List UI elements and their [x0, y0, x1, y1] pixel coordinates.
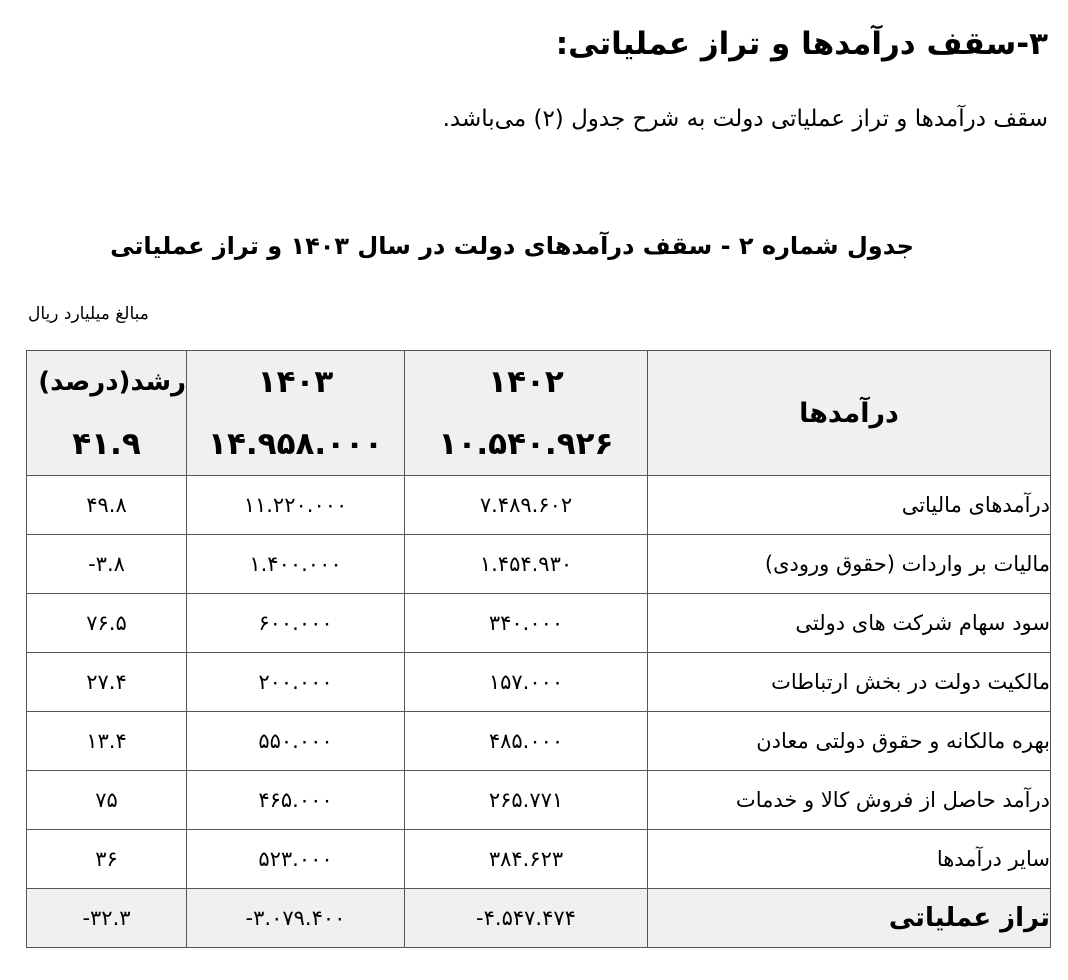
table-row: [27, 712, 1051, 771]
header-revenues: درآمدها: [648, 351, 1051, 476]
row-name: مالکیت دولت در بخش ارتباطات: [648, 653, 1051, 712]
balance-growth: -۳۲.۳: [27, 889, 187, 948]
row-name: درآمد حاصل از فروش کالا و خدمات: [648, 771, 1051, 830]
row-growth: ۴۹.۸: [27, 476, 187, 535]
row-value-1403: ۱.۴۰۰.۰۰۰: [187, 535, 405, 594]
header-year-1403: ۱۴۰۳: [187, 351, 405, 414]
operating-balance-row: [27, 889, 1051, 948]
row-value-1403: ۲۰۰.۰۰۰: [187, 653, 405, 712]
total-1402: ۱۰.۵۴۰.۹۲۶: [405, 413, 648, 476]
row-name: سایر درآمدها: [648, 830, 1051, 889]
table-row: [27, 535, 1051, 594]
row-value-1402: ۳۸۴.۶۲۳: [405, 830, 648, 889]
table-row: [27, 771, 1051, 830]
total-growth: ۴۱.۹: [27, 413, 187, 476]
revenue-table: [26, 350, 1051, 948]
unit-note: مبالغ میلیارد ریال: [28, 304, 149, 324]
table-caption: جدول شماره ۲ - سقف درآمدهای دولت در سال ۱۴۰۳ و تراز عملیاتی: [110, 232, 914, 260]
row-growth: ۷۵: [27, 771, 187, 830]
table-row: [27, 594, 1051, 653]
row-value-1402: ۷.۴۸۹.۶۰۲: [405, 476, 648, 535]
row-name: مالیات بر واردات (حقوق ورودی): [648, 535, 1051, 594]
table-row: [27, 653, 1051, 712]
row-value-1402: ۱.۴۵۴.۹۳۰: [405, 535, 648, 594]
row-value-1403: ۶۰۰.۰۰۰: [187, 594, 405, 653]
table-body: [27, 476, 1051, 948]
section-title: ۳-سقف درآمدها و تراز عملیاتی:: [555, 26, 1048, 62]
row-value-1403: ۵۵۰.۰۰۰: [187, 712, 405, 771]
row-growth: ۷۶.۵: [27, 594, 187, 653]
balance-value-1402: -۴.۵۴۷.۴۷۴: [405, 889, 648, 948]
row-growth: -۳.۸: [27, 535, 187, 594]
row-value-1403: ۵۲۳.۰۰۰: [187, 830, 405, 889]
row-value-1402: ۲۶۵.۷۷۱: [405, 771, 648, 830]
header-year-1402: ۱۴۰۲: [405, 351, 648, 414]
intro-paragraph: سقف درآمدها و تراز عملیاتی دولت به شرح جدول (۲) می‌باشد.: [442, 106, 1048, 132]
row-value-1402: ۱۵۷.۰۰۰: [405, 653, 648, 712]
header-row-years: [27, 351, 1051, 414]
row-name: سود سهام شرکت های دولتی: [648, 594, 1051, 653]
balance-name: تراز عملیاتی: [648, 889, 1051, 948]
total-1403: ۱۴.۹۵۸.۰۰۰: [187, 413, 405, 476]
row-value-1402: ۴۸۵.۰۰۰: [405, 712, 648, 771]
row-value-1403: ۴۶۵.۰۰۰: [187, 771, 405, 830]
table-row: [27, 476, 1051, 535]
balance-value-1403: -۳.۰۷۹.۴۰۰: [187, 889, 405, 948]
row-value-1403: ۱۱.۲۲۰.۰۰۰: [187, 476, 405, 535]
row-growth: ۲۷.۴: [27, 653, 187, 712]
table-row: [27, 830, 1051, 889]
row-growth: ۱۳.۴: [27, 712, 187, 771]
row-value-1402: ۳۴۰.۰۰۰: [405, 594, 648, 653]
row-name: بهره مالکانه و حقوق دولتی معادن: [648, 712, 1051, 771]
row-name: درآمدهای مالیاتی: [648, 476, 1051, 535]
table-header: [27, 351, 1051, 476]
row-growth: ۳۶: [27, 830, 187, 889]
header-growth: رشد(درصد): [27, 351, 187, 414]
